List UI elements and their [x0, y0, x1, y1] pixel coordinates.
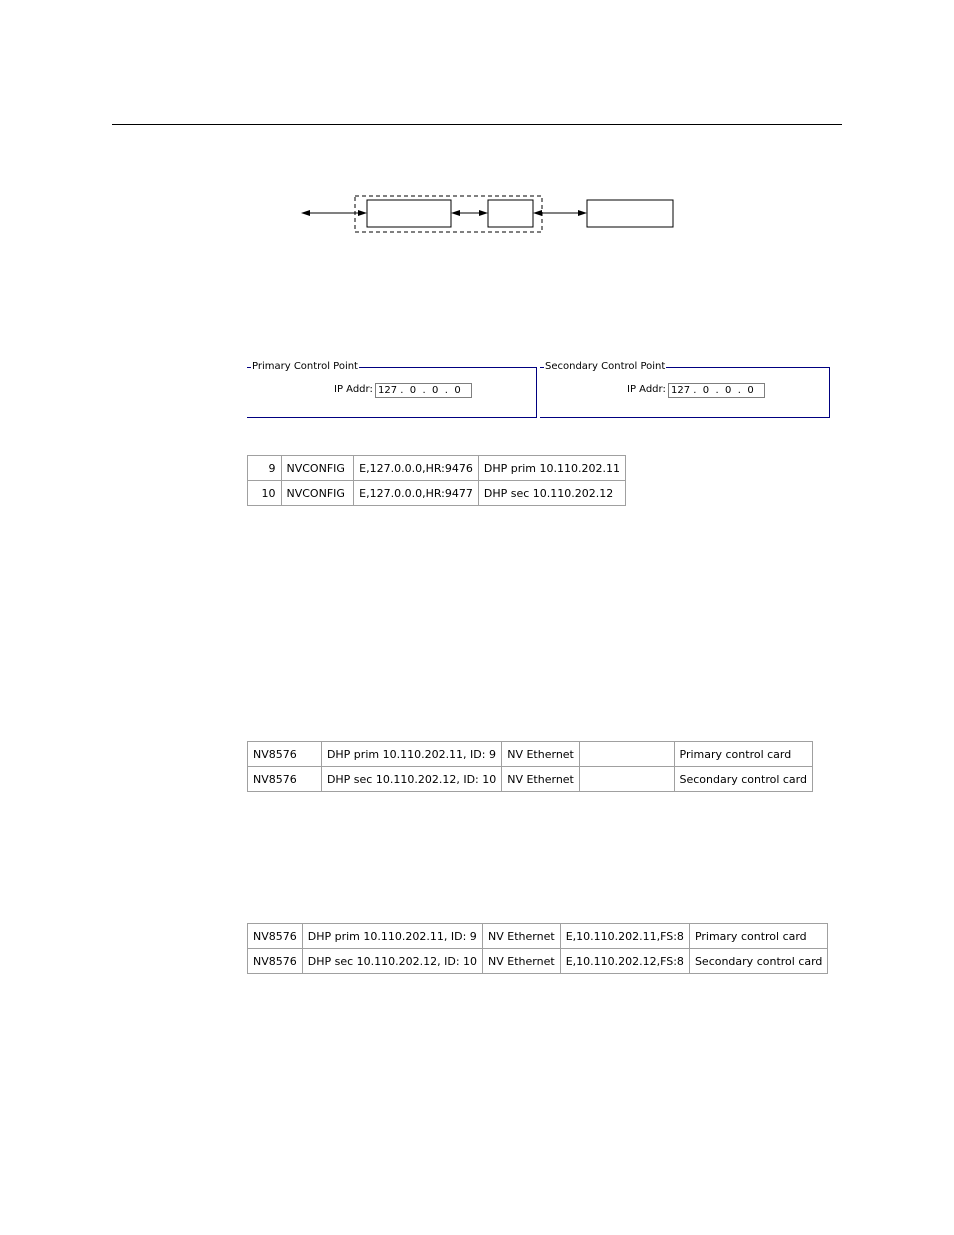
table-cell — [579, 742, 674, 767]
table-cell: DHP prim 10.110.202.11 — [478, 456, 625, 481]
arrowhead-icon — [358, 210, 367, 216]
header-rule — [112, 124, 842, 125]
table-cell: E,127.0.0.0,HR:9476 — [354, 456, 479, 481]
table-row — [248, 767, 813, 792]
primary-ip-label: IP Addr: — [334, 384, 373, 395]
table-cell: NVCONFIG — [281, 456, 354, 481]
table-cell: DHP sec 10.110.202.12, ID: 10 — [302, 949, 482, 974]
table-cell: NV8576 — [248, 924, 303, 949]
connection-diagram — [295, 188, 685, 240]
table-cell: NV8576 — [248, 742, 322, 767]
diagram-box-right — [587, 200, 673, 227]
secondary-ip-input[interactable]: 127 . 0 . 0 . 0 — [668, 383, 765, 398]
table-cell: NV Ethernet — [502, 767, 580, 792]
table-cell: NV Ethernet — [502, 742, 580, 767]
table-cell: Secondary control card — [689, 949, 827, 974]
arrowhead-icon — [533, 210, 542, 216]
table-row — [248, 456, 626, 481]
table-cell — [579, 767, 674, 792]
table-cell: DHP prim 10.110.202.11, ID: 9 — [302, 924, 482, 949]
table-row — [248, 949, 828, 974]
table-cell: Primary control card — [674, 742, 813, 767]
primary-ip-input[interactable]: 127 . 0 . 0 . 0 — [375, 383, 472, 398]
arrowhead-icon — [451, 210, 460, 216]
table-cell: E,10.110.202.12,FS:8 — [560, 949, 689, 974]
table-cell: 10 — [248, 481, 282, 506]
device-table-1 — [247, 741, 813, 792]
table-cell: DHP sec 10.110.202.12, ID: 10 — [321, 767, 501, 792]
table-cell: E,127.0.0.0,HR:9477 — [354, 481, 479, 506]
table-cell: E,10.110.202.11,FS:8 — [560, 924, 689, 949]
nvconfig-table — [247, 455, 626, 506]
arrowhead-icon — [479, 210, 488, 216]
table-row — [248, 481, 626, 506]
table-cell: NVCONFIG — [281, 481, 354, 506]
arrowhead-icon — [301, 210, 310, 216]
diagram-box-middle — [488, 200, 533, 227]
secondary-control-point-panel — [540, 361, 830, 418]
table-cell: NV Ethernet — [483, 949, 561, 974]
table-row — [248, 924, 828, 949]
diagram-box-left — [367, 200, 451, 227]
table-cell: NV8576 — [248, 949, 303, 974]
table-cell: NV8576 — [248, 767, 322, 792]
table-cell: NV Ethernet — [483, 924, 561, 949]
device-table-2 — [247, 923, 828, 974]
table-cell: 9 — [248, 456, 282, 481]
primary-control-point-panel — [247, 361, 537, 418]
arrowhead-icon — [578, 210, 587, 216]
table-cell: Primary control card — [689, 924, 827, 949]
primary-control-point-legend: Primary Control Point — [252, 361, 358, 372]
table-cell: DHP sec 10.110.202.12 — [478, 481, 625, 506]
table-row — [248, 742, 813, 767]
secondary-control-point-legend: Secondary Control Point — [545, 361, 666, 372]
table-cell: Secondary control card — [674, 767, 813, 792]
table-cell: DHP prim 10.110.202.11, ID: 9 — [321, 742, 501, 767]
secondary-ip-label: IP Addr: — [627, 384, 666, 395]
